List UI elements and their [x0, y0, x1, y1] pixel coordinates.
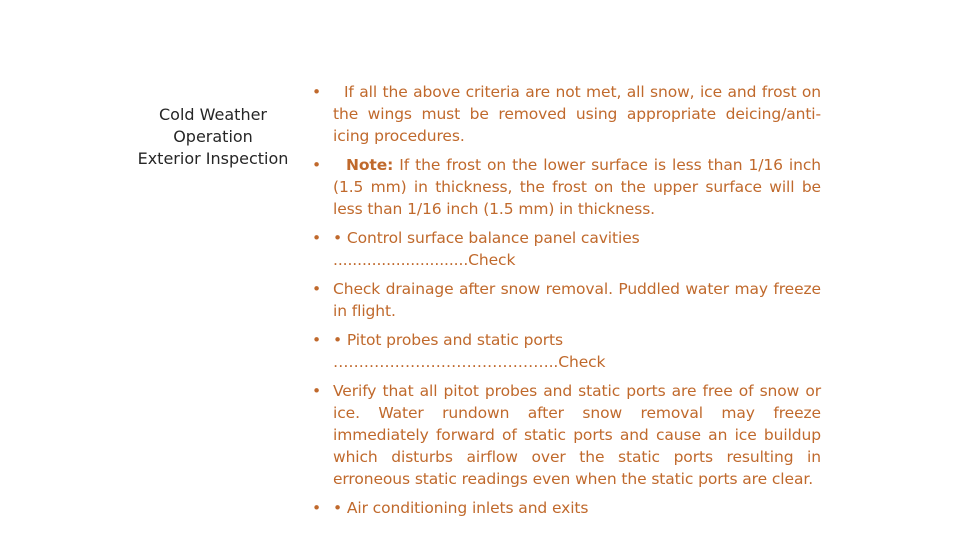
- bullet-item-criteria: [308, 81, 826, 147]
- bullet-item-balance-panel: [308, 227, 821, 271]
- checklist-item-label: • Air conditioning inlets and exits: [333, 499, 589, 517]
- checklist-item-label: • Pitot probes and static ports: [333, 331, 563, 349]
- bullet-marker: •: [312, 83, 322, 101]
- bullet-marker: •: [312, 382, 322, 400]
- bullet-marker: •: [312, 229, 322, 247]
- bullet-text: Check drainage after snow removal. Puddled water may freeze in flight.: [333, 280, 821, 320]
- bullet-marker: •: [312, 280, 322, 298]
- slide-title: [128, 104, 298, 170]
- bullet-marker: •: [312, 156, 322, 174]
- bullet-marker: •: [312, 331, 322, 349]
- note-label: Note:: [333, 156, 394, 174]
- bullet-item-verify-pitot: [308, 380, 821, 490]
- bullet-marker: •: [312, 499, 322, 517]
- checklist-item-check: ……………………………………..Check: [333, 353, 606, 371]
- bullet-text: If all the above criteria are not met, all snow, ice and frost on the wings must be removed using appropriate deicing/anti-icing procedures.: [333, 83, 826, 145]
- bullet-item-drainage: [308, 278, 821, 322]
- bullet-text: Verify that all pitot probes and static ports are free of snow or ice. Water rundown after snow removal may freeze immediately forward of static ports and cause an ice buildup which disturbs airflow over the static ports resulting in erroneous static readings even when the static ports are clear.: [333, 382, 821, 488]
- slide-title-line-2: Operation: [173, 127, 253, 146]
- bullet-text: If the frost on the lower surface is less than 1/16 inch (1.5 mm) in thickness, the frost on the upper surface will be less than 1/16 inch (1.5 mm) in thickness.: [333, 156, 821, 218]
- slide-title-line-3: Exterior Inspection: [137, 149, 289, 168]
- slide-title-line-1: Cold Weather: [158, 105, 267, 124]
- checklist-item-check: ............................Check: [333, 251, 516, 269]
- bullet-list: [308, 81, 826, 526]
- checklist-item-label: • Control surface balance panel cavities: [333, 229, 640, 247]
- bullet-item-pitot: [308, 329, 821, 373]
- bullet-item-note: [308, 154, 821, 220]
- bullet-item-air-conditioning: [308, 497, 821, 519]
